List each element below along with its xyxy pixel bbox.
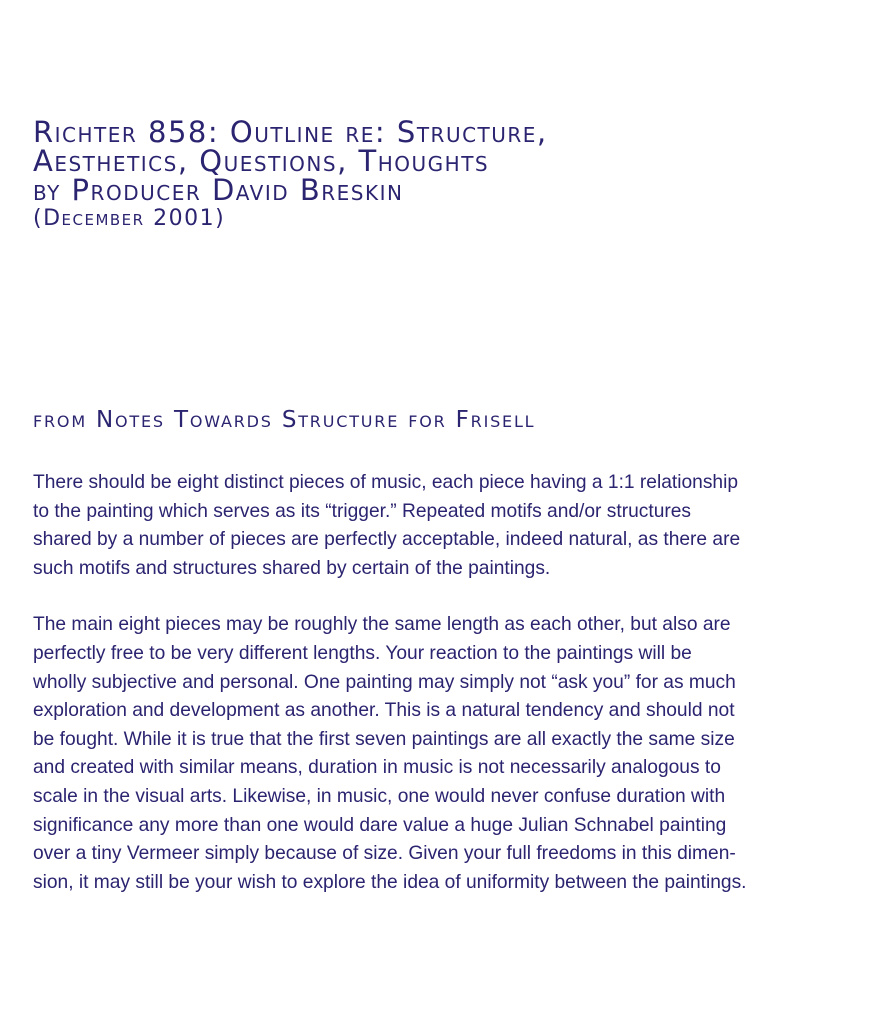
- paragraph-2: [33, 611, 853, 897]
- paragraph-line: be fought. While it is true that the first seven paintings are all exactly the same size: [33, 728, 735, 750]
- paragraph-line: and created with similar means, duration in music is not necessarily analogous to: [33, 757, 721, 779]
- paragraph-line: The main eight pieces may be roughly the same length as each other, but also are: [33, 614, 731, 636]
- paragraph-line: over a tiny Vermeer simply because of size. Given your full freedoms in this dimen-: [33, 843, 736, 865]
- title-line-2: Aesthetics, Questions, Thoughts: [33, 144, 490, 178]
- title-line-3: by Producer David Breskin: [33, 173, 404, 207]
- paragraph-line: to the painting which serves as its “trigger.” Repeated motifs and/or structures: [33, 500, 692, 522]
- title-date: (December 2001): [33, 206, 226, 231]
- section-heading: from Notes Towards Structure for Frisell: [33, 407, 536, 433]
- paragraph-line: exploration and development as another. This is a natural tendency and should not: [33, 700, 735, 722]
- paragraph-line: perfectly free to be very different lengths. Your reaction to the paintings will be: [33, 642, 692, 664]
- paragraph-line: such motifs and structures shared by certain of the paintings.: [33, 557, 551, 579]
- paragraph-line: There should be eight distinct pieces of music, each piece having a 1:1 relationship: [33, 472, 739, 493]
- paragraph-1: [33, 469, 853, 583]
- paragraph-line: shared by a number of pieces are perfectly acceptable, indeed natural, as there are: [33, 529, 741, 551]
- paragraph-line: wholly subjective and personal. One painting may simply not “ask you” for as much: [33, 671, 736, 693]
- paragraph-line: scale in the visual arts. Likewise, in music, one would never confuse duration with: [33, 785, 726, 807]
- paragraph-line: sion, it may still be your wish to explore the idea of uniformity between the paintings.: [33, 871, 747, 893]
- document-title-block: [33, 115, 863, 233]
- title-line-1: Richter 858: Outline re: Structure,: [33, 115, 548, 149]
- body-text: [33, 469, 853, 925]
- paragraph-line: significance any more than one would dare value a huge Julian Schnabel painting: [33, 814, 727, 836]
